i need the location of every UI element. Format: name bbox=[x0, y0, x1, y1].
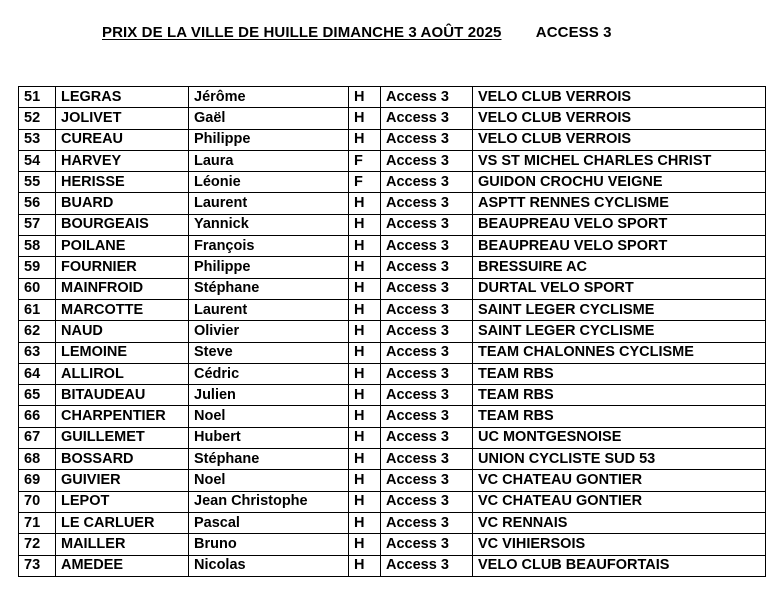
bib-number-cell: 67 bbox=[19, 427, 56, 448]
category-cell: Access 3 bbox=[381, 406, 473, 427]
club-cell: TEAM CHALONNES CYCLISME bbox=[473, 342, 766, 363]
table-row bbox=[19, 278, 766, 299]
category-cell: Access 3 bbox=[381, 427, 473, 448]
club-cell: SAINT LEGER CYCLISME bbox=[473, 321, 766, 342]
sex-cell: H bbox=[349, 321, 381, 342]
entries-table-body bbox=[19, 87, 766, 577]
last-name-cell: LEMOINE bbox=[56, 342, 189, 363]
bib-number-cell: 60 bbox=[19, 278, 56, 299]
table-row bbox=[19, 342, 766, 363]
club-cell: BRESSUIRE AC bbox=[473, 257, 766, 278]
club-cell: VS ST MICHEL CHARLES CHRIST bbox=[473, 150, 766, 171]
club-cell: DURTAL VELO SPORT bbox=[473, 278, 766, 299]
category-cell: Access 3 bbox=[381, 449, 473, 470]
last-name-cell: LEPOT bbox=[56, 491, 189, 512]
bib-number-cell: 54 bbox=[19, 150, 56, 171]
sex-cell: H bbox=[349, 299, 381, 320]
table-row bbox=[19, 512, 766, 533]
table-row bbox=[19, 257, 766, 278]
last-name-cell: GUILLEMET bbox=[56, 427, 189, 448]
first-name-cell: Pascal bbox=[189, 512, 349, 533]
club-cell: TEAM RBS bbox=[473, 406, 766, 427]
last-name-cell: BOSSARD bbox=[56, 449, 189, 470]
last-name-cell: AMEDEE bbox=[56, 555, 189, 576]
category-cell: Access 3 bbox=[381, 193, 473, 214]
first-name-cell: Gaël bbox=[189, 108, 349, 129]
last-name-cell: HERISSE bbox=[56, 172, 189, 193]
club-cell: VELO CLUB BEAUFORTAIS bbox=[473, 555, 766, 576]
sex-cell: H bbox=[349, 491, 381, 512]
table-row bbox=[19, 555, 766, 576]
first-name-cell: Bruno bbox=[189, 534, 349, 555]
bib-number-cell: 72 bbox=[19, 534, 56, 555]
sex-cell: F bbox=[349, 150, 381, 171]
category-cell: Access 3 bbox=[381, 321, 473, 342]
sex-cell: H bbox=[349, 236, 381, 257]
club-cell: TEAM RBS bbox=[473, 385, 766, 406]
category-cell: Access 3 bbox=[381, 342, 473, 363]
table-row bbox=[19, 385, 766, 406]
table-row bbox=[19, 214, 766, 235]
race-title: PRIX DE LA VILLE DE HUILLE DIMANCHE 3 AOÛT 2025 bbox=[102, 24, 502, 41]
category-cell: Access 3 bbox=[381, 512, 473, 533]
first-name-cell: Yannick bbox=[189, 214, 349, 235]
sex-cell: H bbox=[349, 534, 381, 555]
sex-cell: H bbox=[349, 214, 381, 235]
bib-number-cell: 57 bbox=[19, 214, 56, 235]
club-cell: UC MONTGESNOISE bbox=[473, 427, 766, 448]
first-name-cell: Olivier bbox=[189, 321, 349, 342]
first-name-cell: Julien bbox=[189, 385, 349, 406]
club-cell: VELO CLUB VERROIS bbox=[473, 108, 766, 129]
table-row bbox=[19, 299, 766, 320]
bib-number-cell: 53 bbox=[19, 129, 56, 150]
last-name-cell: LE CARLUER bbox=[56, 512, 189, 533]
bib-number-cell: 52 bbox=[19, 108, 56, 129]
table-row bbox=[19, 193, 766, 214]
table-row bbox=[19, 534, 766, 555]
race-category: ACCESS 3 bbox=[535, 24, 612, 41]
last-name-cell: LEGRAS bbox=[56, 87, 189, 108]
table-row bbox=[19, 108, 766, 129]
club-cell: VC CHATEAU GONTIER bbox=[473, 470, 766, 491]
category-cell: Access 3 bbox=[381, 278, 473, 299]
table-row bbox=[19, 236, 766, 257]
last-name-cell: BOURGEAIS bbox=[56, 214, 189, 235]
first-name-cell: François bbox=[189, 236, 349, 257]
last-name-cell: ALLIROL bbox=[56, 363, 189, 384]
category-cell: Access 3 bbox=[381, 470, 473, 491]
table-row bbox=[19, 172, 766, 193]
last-name-cell: CUREAU bbox=[56, 129, 189, 150]
club-cell: BEAUPREAU VELO SPORT bbox=[473, 214, 766, 235]
bib-number-cell: 63 bbox=[19, 342, 56, 363]
first-name-cell: Nicolas bbox=[189, 555, 349, 576]
club-cell: TEAM RBS bbox=[473, 363, 766, 384]
entries-table bbox=[18, 86, 766, 577]
sex-cell: H bbox=[349, 470, 381, 491]
category-cell: Access 3 bbox=[381, 87, 473, 108]
bib-number-cell: 62 bbox=[19, 321, 56, 342]
first-name-cell: Stéphane bbox=[189, 449, 349, 470]
sex-cell: H bbox=[349, 385, 381, 406]
table-row bbox=[19, 363, 766, 384]
club-cell: VC CHATEAU GONTIER bbox=[473, 491, 766, 512]
bib-number-cell: 71 bbox=[19, 512, 56, 533]
category-cell: Access 3 bbox=[381, 299, 473, 320]
last-name-cell: CHARPENTIER bbox=[56, 406, 189, 427]
last-name-cell: NAUD bbox=[56, 321, 189, 342]
first-name-cell: Laurent bbox=[189, 193, 349, 214]
category-cell: Access 3 bbox=[381, 108, 473, 129]
bib-number-cell: 51 bbox=[19, 87, 56, 108]
category-cell: Access 3 bbox=[381, 257, 473, 278]
table-row bbox=[19, 470, 766, 491]
first-name-cell: Philippe bbox=[189, 257, 349, 278]
table-row bbox=[19, 449, 766, 470]
sex-cell: H bbox=[349, 108, 381, 129]
last-name-cell: MARCOTTE bbox=[56, 299, 189, 320]
page-title bbox=[102, 24, 612, 41]
last-name-cell: BITAUDEAU bbox=[56, 385, 189, 406]
club-cell: GUIDON CROCHU VEIGNE bbox=[473, 172, 766, 193]
table-row bbox=[19, 321, 766, 342]
bib-number-cell: 66 bbox=[19, 406, 56, 427]
table-row bbox=[19, 427, 766, 448]
category-cell: Access 3 bbox=[381, 491, 473, 512]
club-cell: VC VIHIERSOIS bbox=[473, 534, 766, 555]
sex-cell: H bbox=[349, 87, 381, 108]
sex-cell: H bbox=[349, 278, 381, 299]
category-cell: Access 3 bbox=[381, 363, 473, 384]
bib-number-cell: 68 bbox=[19, 449, 56, 470]
category-cell: Access 3 bbox=[381, 129, 473, 150]
club-cell: UNION CYCLISTE SUD 53 bbox=[473, 449, 766, 470]
last-name-cell: MAILLER bbox=[56, 534, 189, 555]
club-cell: VC RENNAIS bbox=[473, 512, 766, 533]
first-name-cell: Jean Christophe bbox=[189, 491, 349, 512]
last-name-cell: GUIVIER bbox=[56, 470, 189, 491]
category-cell: Access 3 bbox=[381, 534, 473, 555]
table-row bbox=[19, 491, 766, 512]
category-cell: Access 3 bbox=[381, 236, 473, 257]
first-name-cell: Laurent bbox=[189, 299, 349, 320]
bib-number-cell: 58 bbox=[19, 236, 56, 257]
bib-number-cell: 56 bbox=[19, 193, 56, 214]
bib-number-cell: 64 bbox=[19, 363, 56, 384]
bib-number-cell: 61 bbox=[19, 299, 56, 320]
sex-cell: H bbox=[349, 342, 381, 363]
category-cell: Access 3 bbox=[381, 150, 473, 171]
first-name-cell: Jérôme bbox=[189, 87, 349, 108]
bib-number-cell: 59 bbox=[19, 257, 56, 278]
sex-cell: H bbox=[349, 427, 381, 448]
first-name-cell: Léonie bbox=[189, 172, 349, 193]
table-row bbox=[19, 129, 766, 150]
last-name-cell: HARVEY bbox=[56, 150, 189, 171]
category-cell: Access 3 bbox=[381, 214, 473, 235]
table-row bbox=[19, 87, 766, 108]
first-name-cell: Noel bbox=[189, 406, 349, 427]
table-row bbox=[19, 406, 766, 427]
sex-cell: H bbox=[349, 512, 381, 533]
last-name-cell: MAINFROID bbox=[56, 278, 189, 299]
sex-cell: F bbox=[349, 172, 381, 193]
sex-cell: H bbox=[349, 555, 381, 576]
club-cell: ASPTT RENNES CYCLISME bbox=[473, 193, 766, 214]
first-name-cell: Stéphane bbox=[189, 278, 349, 299]
last-name-cell: POILANE bbox=[56, 236, 189, 257]
last-name-cell: BUARD bbox=[56, 193, 189, 214]
club-cell: VELO CLUB VERROIS bbox=[473, 129, 766, 150]
bib-number-cell: 73 bbox=[19, 555, 56, 576]
club-cell: VELO CLUB VERROIS bbox=[473, 87, 766, 108]
sex-cell: H bbox=[349, 257, 381, 278]
first-name-cell: Laura bbox=[189, 150, 349, 171]
club-cell: BEAUPREAU VELO SPORT bbox=[473, 236, 766, 257]
first-name-cell: Noel bbox=[189, 470, 349, 491]
sex-cell: H bbox=[349, 129, 381, 150]
table-row bbox=[19, 150, 766, 171]
club-cell: SAINT LEGER CYCLISME bbox=[473, 299, 766, 320]
bib-number-cell: 70 bbox=[19, 491, 56, 512]
last-name-cell: FOURNIER bbox=[56, 257, 189, 278]
sex-cell: H bbox=[349, 193, 381, 214]
first-name-cell: Philippe bbox=[189, 129, 349, 150]
bib-number-cell: 69 bbox=[19, 470, 56, 491]
sex-cell: H bbox=[349, 449, 381, 470]
first-name-cell: Steve bbox=[189, 342, 349, 363]
bib-number-cell: 65 bbox=[19, 385, 56, 406]
category-cell: Access 3 bbox=[381, 555, 473, 576]
first-name-cell: Hubert bbox=[189, 427, 349, 448]
last-name-cell: JOLIVET bbox=[56, 108, 189, 129]
category-cell: Access 3 bbox=[381, 385, 473, 406]
sex-cell: H bbox=[349, 406, 381, 427]
category-cell: Access 3 bbox=[381, 172, 473, 193]
sex-cell: H bbox=[349, 363, 381, 384]
bib-number-cell: 55 bbox=[19, 172, 56, 193]
first-name-cell: Cédric bbox=[189, 363, 349, 384]
